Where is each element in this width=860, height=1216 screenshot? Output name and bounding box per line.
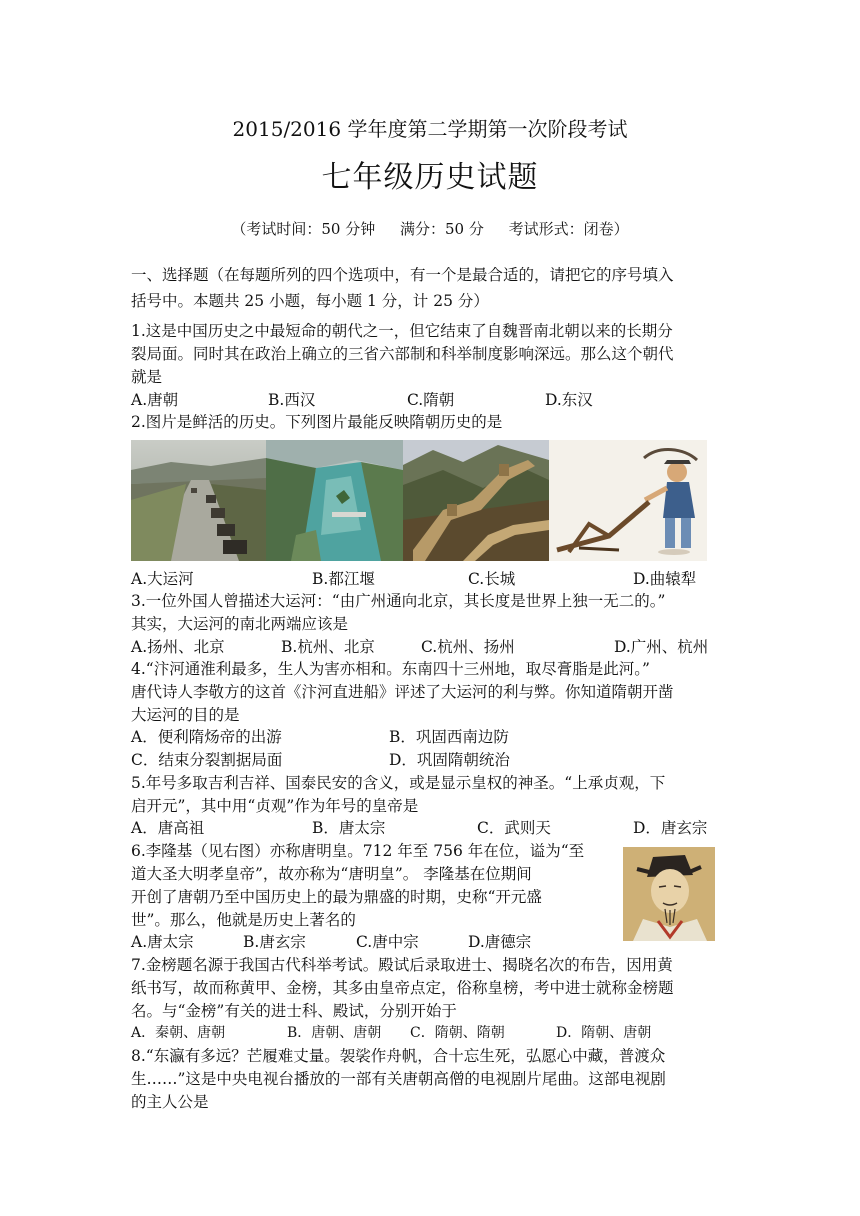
term-title: 2015/2016 学年度第二学期第一次阶段考试: [232, 117, 628, 141]
section-heading-line2: 括号中。本题共 25 小题，每小题 1 分，计 25 分）: [131, 292, 489, 310]
q6-option-a: A.唐太宗: [131, 933, 194, 951]
q6-option-c: C.唐中宗: [356, 933, 419, 951]
question-8-text-2: 生……”这是中央电视台播放的一部有关唐朝高僧的电视剧片尾曲。这部电视剧: [131, 1070, 666, 1088]
q2-option-a: A.大运河: [131, 570, 194, 588]
section-heading: 一、选择题（在每题所列的四个选项中，有一个是最合适的，请把它的序号填入: [131, 266, 674, 284]
q6-option-d: D.唐德宗: [468, 933, 532, 951]
question-5-text: 5.年号多取吉利吉祥、国泰民安的含义，或是显示皇权的神圣。“上承贞观，下: [131, 774, 666, 792]
q2-option-d: D.曲辕犁: [633, 570, 697, 588]
exam-form: 考试形式：闭卷）: [508, 220, 629, 238]
q3-option-d: D.广州、杭州: [614, 638, 709, 656]
q4-option-d: D．巩固隋朝统治: [389, 751, 510, 769]
question-2-text: 2.图片是鲜活的历史。下列图片最能反映隋朝历史的是: [131, 413, 503, 431]
q4-option-a: A．便利隋炀帝的出游: [131, 728, 282, 746]
q7-option-d: D．隋朝、唐朝: [556, 1025, 652, 1041]
question-6-text-4: 世”。那么，他就是历史上著名的: [131, 911, 356, 929]
q3-option-c: C.杭州、扬州: [421, 638, 515, 656]
q7-option-c: C．隋朝、隋朝: [410, 1025, 505, 1041]
q1-option-d: D.东汉: [545, 391, 593, 409]
q1-option-c: C.隋朝: [407, 391, 455, 409]
q5-option-b: B．唐太宗: [312, 819, 386, 837]
q2-option-c: C.长城: [468, 570, 516, 588]
question-8-text: 8.“东瀛有多远？芒履难丈量。袈裟作舟帆，合十忘生死，弘愿心中藏，普渡众: [131, 1047, 666, 1065]
question-6-text-2: 道大圣大明孝皇帝”，故亦称为“唐明皇”。 李隆基在位期间: [131, 865, 532, 883]
q3-option-a: A.扬州、北京: [131, 638, 225, 656]
q2-option-b: B.都江堰: [312, 570, 375, 588]
q1-option-a: A.唐朝: [131, 391, 179, 409]
q1-option-b: B.西汉: [268, 391, 316, 409]
question-3-text-2: 其实，大运河的南北两端应该是: [131, 615, 349, 633]
question-6-text: 6.李隆基（见右图）亦称唐明皇。712 年至 756 年在位，谥为“至: [131, 842, 585, 860]
curved-plow-drawing: [549, 440, 707, 561]
exam-time: （考试时间：50 分钟: [231, 220, 376, 238]
great-wall-photo: [403, 440, 549, 561]
question-1-text: 1.这是中国历史之中最短命的朝代之一，但它结束了自魏晋南北朝以来的长期分: [131, 322, 673, 340]
question-1-text-2: 裂局面。同时其在政治上确立的三省六部制和科举制度影响深远。那么这个朝代: [131, 345, 674, 363]
emperor-portrait: [623, 847, 715, 941]
question-5-text-2: 启开元”，其中用“贞观”作为年号的皇帝是: [131, 797, 419, 815]
question-4-text-2: 唐代诗人李敬方的这首《汴河直进船》评述了大运河的利与弊。你知道隋朝开凿: [131, 683, 674, 701]
question-7-text-3: 名。与“金榜”有关的进士科、殿试，分别开始于: [131, 1002, 457, 1020]
q7-option-a: A．秦朝、唐朝: [131, 1025, 226, 1041]
exam-info: [0, 218, 860, 239]
q4-option-b: B．巩固西南边防: [389, 728, 509, 746]
q7-option-b: B．唐朝、唐朝: [287, 1025, 382, 1041]
grand-canal-photo: [131, 440, 266, 561]
question-4-text-3: 大运河的目的是: [131, 706, 240, 724]
q3-option-b: B.杭州、北京: [281, 638, 375, 656]
question-4-text: 4.“汴河通淮利最多，生人为害亦相和。东南四十三州地，取尽膏脂是此河。”: [131, 660, 650, 678]
question-3-text: 3.一位外国人曾描述大运河：“由广州通向北京，其长度是世界上独一无二的。”: [131, 592, 666, 610]
subject-title: 七年级历史试题: [321, 160, 539, 195]
q5-option-c: C．武则天: [477, 819, 551, 837]
question-7-text: 7.金榜题名源于我国古代科举考试。殿试后录取进士、揭晓名次的布告，因用黄: [131, 956, 673, 974]
q4-option-c: C．结束分裂割据局面: [131, 751, 283, 769]
q6-option-b: B.唐玄宗: [243, 933, 306, 951]
dujiangyan-photo: [266, 440, 403, 561]
q5-option-d: D．唐玄宗: [633, 819, 708, 837]
question-8-text-3: 的主人公是: [131, 1093, 209, 1111]
question-1-text-3: 就是: [131, 368, 163, 386]
q5-option-a: A．唐高祖: [131, 819, 205, 837]
exam-score: 满分：50 分: [399, 220, 484, 238]
question-6-text-3: 开创了唐朝乃至中国历史上的最为鼎盛的时期，史称“开元盛: [131, 888, 542, 906]
question-7-text-2: 纸书写，故而称黄甲、金榜，其多由皇帝点定，俗称皇榜，考中进士就称金榜题: [131, 979, 674, 997]
